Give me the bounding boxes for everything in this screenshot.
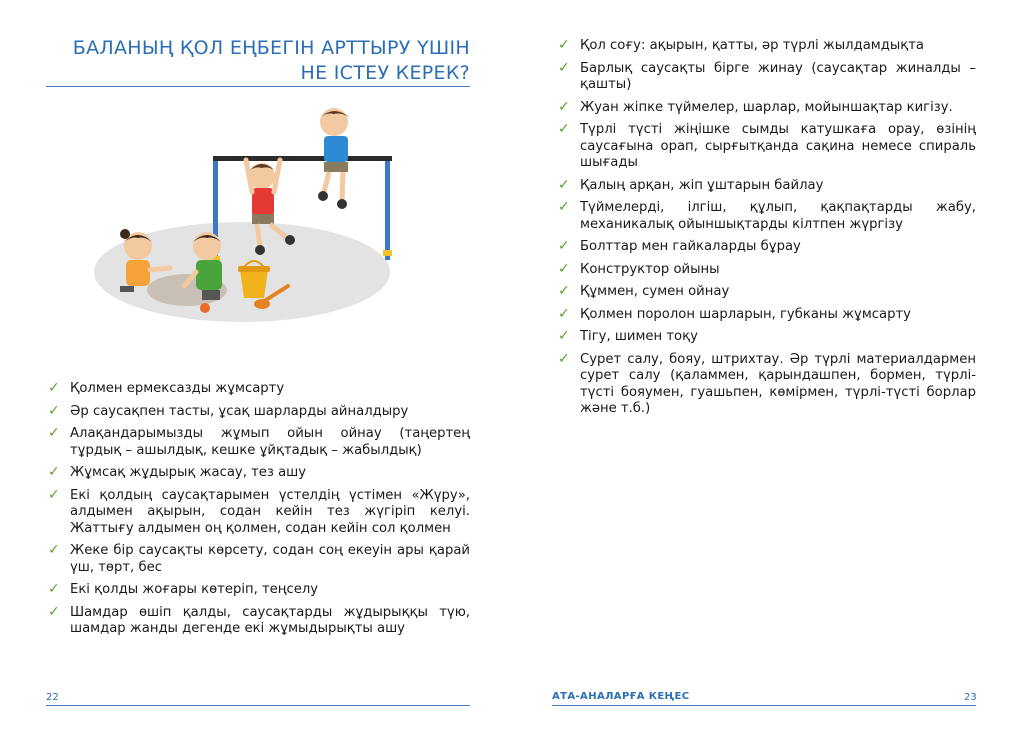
list-item: ✓ Барлық саусақты бірге жинау (саусақтар жиналды – қашты) — [558, 59, 976, 92]
check-icon: ✓ — [48, 402, 60, 419]
page-number: 22 — [46, 692, 59, 703]
page-number: 23 — [964, 692, 977, 703]
list-item: ✓ Жуан жіпке түймелер, шарлар, мойыншақтар кигізу. — [558, 98, 953, 115]
check-icon: ✓ — [48, 581, 60, 597]
title-divider — [46, 86, 470, 87]
check-icon: ✓ — [558, 350, 570, 367]
list-item: ✓ Жұмсақ жұдырық жасау, тез ашу — [48, 464, 307, 480]
list-item: ✓ Тігу, шимен тоқу — [558, 328, 698, 344]
list-item: ✓ Қолмен ермексазды жұмсарту — [48, 380, 285, 396]
list-item: ✓ Екі қолдың саусақтарымен үстелдің үстімен «Жүру», алдымен ақырын, содан кейін тез жүгіріп келуі. Жаттығу алдымен оң қолмен, содан кейін сол қолмен — [48, 486, 470, 536]
list-item: ✓ Конструктор ойыны — [558, 260, 720, 277]
list-item: ✓ Түрлі түсті жіңішке сымды катушкаға орау, өзінің саусағына орап, сырғытқанда сақина немесе спираль шығады — [558, 121, 976, 170]
check-icon: ✓ — [558, 37, 570, 53]
right-activity-list — [556, 38, 976, 424]
running-title: АТА-АНАЛАРҒА КЕҢЕС — [552, 691, 690, 702]
list-item: ✓ Жеке бір саусақты көрсету, содан соң екеуін ары қарай үш, төрт, бес — [48, 542, 470, 575]
list-item: ✓ Құммен, сумен ойнау — [558, 283, 730, 299]
page-title: БАЛАНЫҢ ҚОЛ ЕҢБЕГІН АРТТЫРУ ҮШІН НЕ ІСТЕУ КЕРЕК? — [72, 37, 470, 84]
check-icon: ✓ — [48, 486, 60, 503]
check-icon: ✓ — [558, 328, 570, 344]
check-icon: ✓ — [558, 59, 570, 76]
list-item: ✓ Қол соғу: ақырын, қатты, әр түрлі жылдамдықта — [558, 37, 924, 53]
check-icon: ✓ — [48, 464, 60, 480]
children-playing-illustration — [92, 100, 392, 330]
check-icon: ✓ — [48, 425, 60, 441]
check-icon: ✓ — [558, 176, 570, 193]
left-activity-list — [46, 381, 470, 644]
check-icon: ✓ — [558, 199, 570, 215]
check-icon: ✓ — [48, 603, 60, 620]
right-page — [512, 0, 1024, 729]
check-icon: ✓ — [558, 283, 570, 299]
list-item: ✓ Әр саусақпен тасты, ұсақ шарларды айналдыру — [48, 402, 409, 419]
list-item: ✓ Шамдар өшіп қалды, саусақтарды жұдырыққы түю, шамдар жанды дегенде екі жұмыдырықты ашу — [48, 603, 470, 636]
list-item: ✓ Алақандарымызды жұмып ойын ойнау (таңертең тұрдық – ашылдық, кешке ұйқтадық – жабылдық) — [48, 425, 470, 458]
footer-divider — [552, 705, 976, 706]
check-icon: ✓ — [558, 238, 570, 254]
list-item: ✓ Қалың арқан, жіп ұштарын байлау — [558, 176, 824, 193]
list-item: ✓ Сурет салу, бояу, штрихтау. Әр түрлі материалдармен сурет салу (қаламмен, қарындашпен, бормен, түрлі-түсті бояумен, гуашьпен, көмірмен, түрлі-түсті борлар және т.б.) — [558, 350, 976, 416]
list-item: ✓ Екі қолды жоғары көтеріп, теңселу — [48, 581, 319, 597]
footer-divider — [46, 705, 470, 706]
list-item: ✓ Қолмен поролон шарларын, губканы жұмсарту — [558, 305, 911, 322]
check-icon: ✓ — [558, 98, 570, 115]
check-icon: ✓ — [558, 305, 570, 322]
list-item: ✓ Болттар мен гайкаларды бұрау — [558, 238, 801, 254]
check-icon: ✓ — [48, 380, 60, 396]
list-item: ✓ Түймелерді, ілгіш, құлып, қақпақтарды жабу, механикалық ойыншықтарды кілтпен жүргізу — [558, 199, 976, 232]
check-icon: ✓ — [558, 121, 570, 137]
check-icon: ✓ — [558, 260, 570, 277]
check-icon: ✓ — [48, 542, 60, 558]
